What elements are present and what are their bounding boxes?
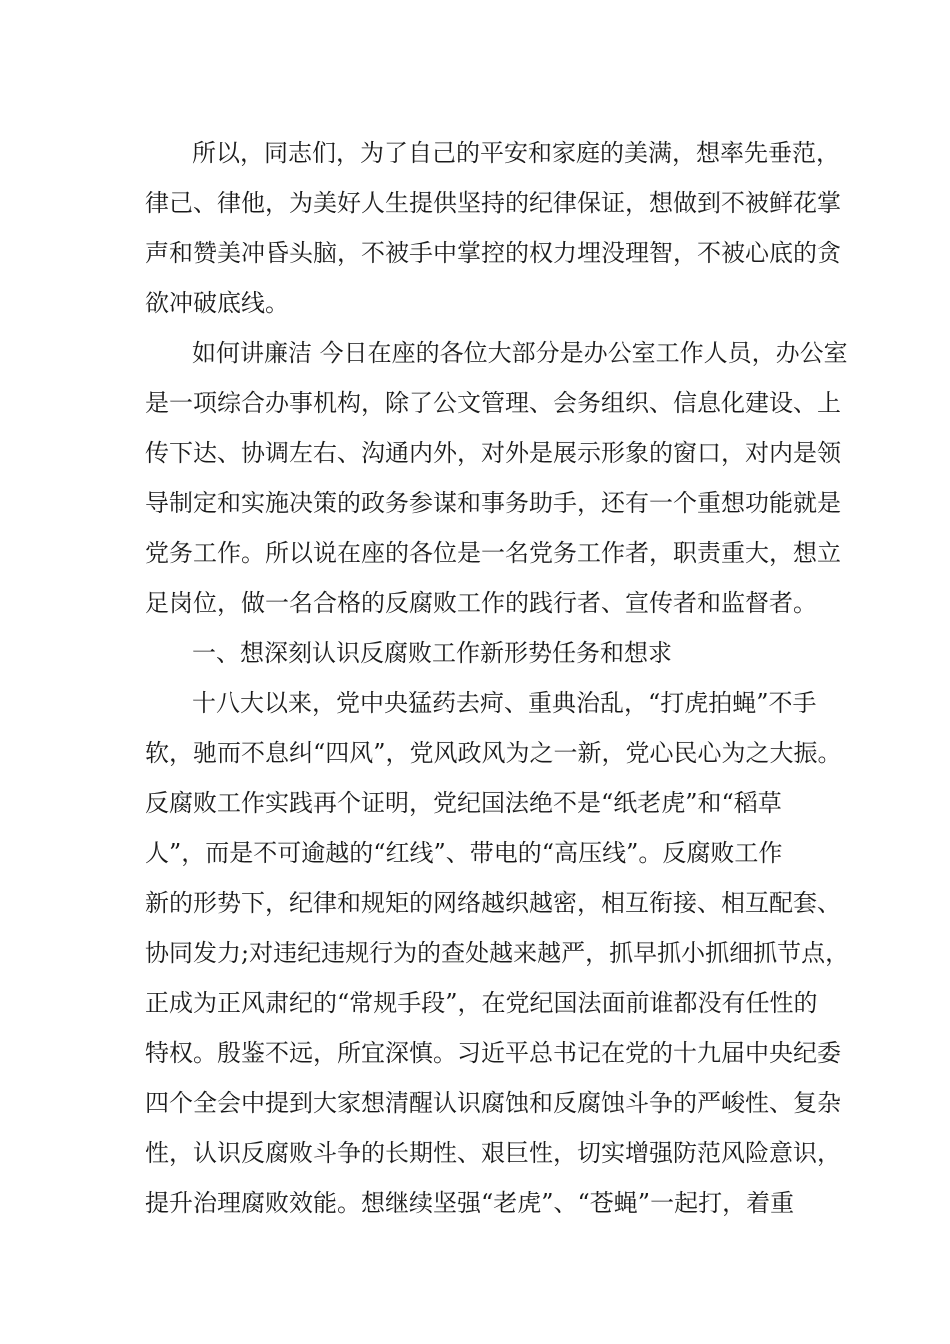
text-line: 所以，同志们，为了自己的平安和家庭的美满，想率先垂范， <box>192 139 840 167</box>
text-line: 协同发力;对违纪违规行为的查处越来越严，抓早抓小抓细抓节点， <box>145 939 850 967</box>
text-line: 十八大以来，党中央猛药去疴、重典治乱，“打虎拍蝇”不手 <box>192 689 817 717</box>
text-line: 新的形势下，纪律和规矩的网络越织越密，相互衔接、相互配套、 <box>145 889 841 917</box>
text-line: 提升治理腐败效能。想继续坚强“老虎”、“苍蝇”一起打，着重 <box>145 1189 795 1217</box>
text-line: 特权。殷鉴不远，所宜深慎。习近平总书记在党的十九届中央纪委 <box>145 1039 841 1067</box>
text-line: 导制定和实施决策的政务参谋和事务助手，还有一个重想功能就是 <box>145 489 841 517</box>
text-line: 传下达、协调左右、沟通内外，对外是展示形象的窗口，对内是领 <box>145 439 841 467</box>
text-line: 性，认识反腐败斗争的长期性、艰巨性，切实增强防范风险意识， <box>145 1139 841 1167</box>
section-heading: 一、想深刻认识反腐败工作新形势任务和想求 <box>192 639 672 667</box>
text-line: 软，驰而不息纠“四风”，党风政风为之一新，党心民心为之大振。 <box>145 739 842 767</box>
text-line: 欲冲破底线。 <box>145 289 289 317</box>
text-line: 是一项综合办事机构，除了公文管理、会务组织、信息化建设、上 <box>145 389 841 417</box>
text-line: 反腐败工作实践再个证明，党纪国法绝不是“纸老虎”和“稻草 <box>145 789 782 817</box>
text-line: 四个全会中提到大家想清醒认识腐蚀和反腐蚀斗争的严峻性、复杂 <box>145 1089 841 1117</box>
text-line: 人”，而是不可逾越的“红线”、带电的“高压线”。反腐败工作 <box>145 839 783 867</box>
document-body <box>145 128 850 1228</box>
text-line: 律己、律他，为美好人生提供坚持的纪律保证，想做到不被鲜花掌 <box>145 189 841 217</box>
text-line: 如何讲廉洁 今日在座的各位大部分是办公室工作人员，办公室 <box>192 339 848 367</box>
text-line: 党务工作。所以说在座的各位是一名党务工作者，职责重大，想立 <box>145 539 841 567</box>
text-line: 声和赞美冲昏头脑，不被手中掌控的权力埋没理智，不被心底的贪 <box>145 239 841 267</box>
text-line: 正成为正风肃纪的“常规手段”，在党纪国法面前谁都没有任性的 <box>145 989 818 1017</box>
text-line: 足岗位，做一名合格的反腐败工作的践行者、宣传者和监督者。 <box>145 589 817 617</box>
